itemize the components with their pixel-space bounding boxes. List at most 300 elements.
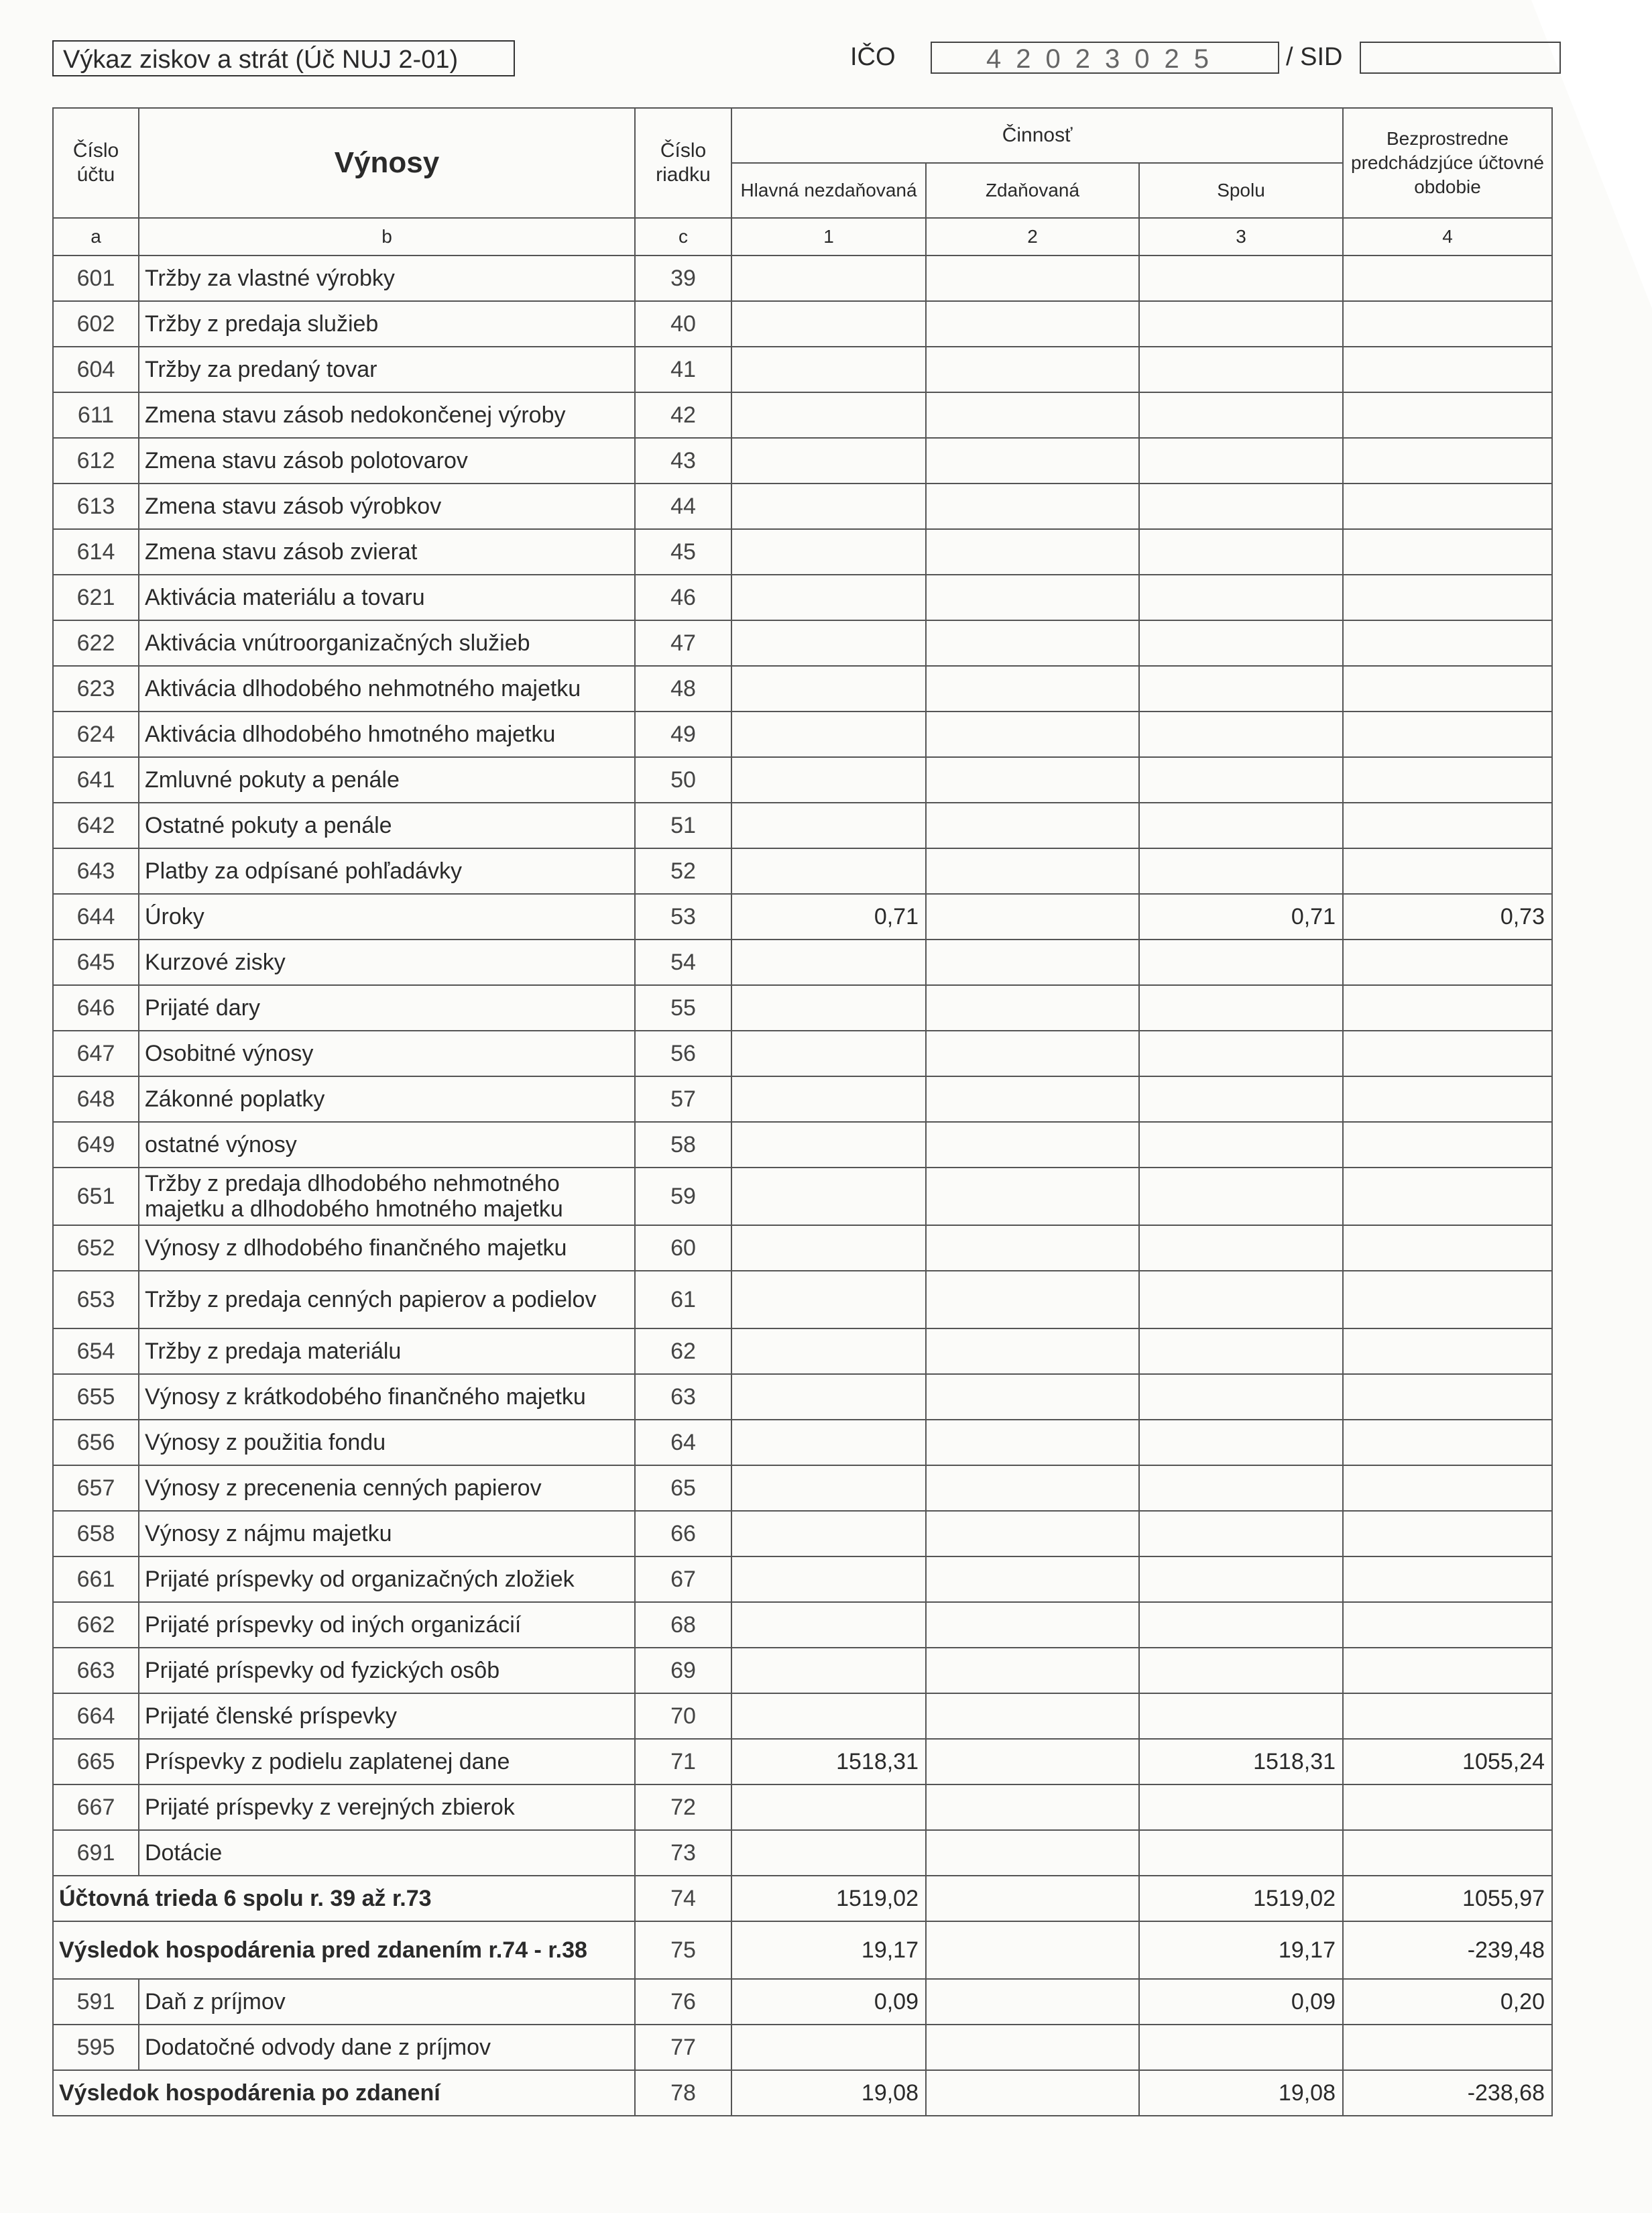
value-total[interactable] <box>1139 666 1343 712</box>
account-number: 664 <box>53 1693 139 1739</box>
row-number: 71 <box>635 1739 731 1784</box>
value-taxed[interactable] <box>926 529 1139 575</box>
value-taxed[interactable] <box>926 1739 1139 1784</box>
value-taxed[interactable] <box>926 1374 1139 1420</box>
item-name: Zákonné poplatky <box>139 1076 635 1122</box>
table-row <box>53 1511 1552 1556</box>
value-previous[interactable] <box>1343 1328 1552 1374</box>
account-number: 663 <box>53 1648 139 1693</box>
row-number: 44 <box>635 484 731 529</box>
item-name: Tržby z predaja cenných papierov a podielov <box>139 1271 635 1328</box>
account-number: 648 <box>53 1076 139 1122</box>
account-number: 611 <box>53 392 139 438</box>
value-taxed[interactable] <box>926 1511 1139 1556</box>
col-header-taxed: Zdaňovaná <box>926 163 1139 218</box>
value-total[interactable] <box>1139 2025 1343 2070</box>
letter-4: 4 <box>1343 218 1552 256</box>
value-previous[interactable] <box>1343 438 1552 484</box>
value-previous[interactable] <box>1343 620 1552 666</box>
table-row <box>53 392 1552 438</box>
value-total[interactable] <box>1139 575 1343 620</box>
value-previous[interactable] <box>1343 1031 1552 1076</box>
value-total[interactable] <box>1139 392 1343 438</box>
value-main[interactable] <box>731 301 926 347</box>
value-main[interactable] <box>731 2025 926 2070</box>
value-main[interactable] <box>731 1784 926 1830</box>
account-number: 649 <box>53 1122 139 1168</box>
value-previous[interactable] <box>1343 1830 1552 1876</box>
value-previous[interactable]: 1055,24 <box>1343 1739 1552 1784</box>
value-total[interactable] <box>1139 1076 1343 1122</box>
value-taxed[interactable] <box>926 1271 1139 1328</box>
value-total[interactable] <box>1139 1271 1343 1328</box>
table-row <box>53 1602 1552 1648</box>
row-number: 78 <box>635 2070 731 2116</box>
row-number: 47 <box>635 620 731 666</box>
col-header-total: Spolu <box>1139 163 1343 218</box>
ico-field[interactable]: 42023025 <box>931 42 1279 74</box>
item-name: Dodatočné odvody dane z príjmov <box>139 2025 635 2070</box>
sid-field[interactable] <box>1360 42 1561 74</box>
item-name: Kurzové zisky <box>139 940 635 985</box>
value-taxed[interactable] <box>926 484 1139 529</box>
value-taxed[interactable] <box>926 347 1139 392</box>
letter-c: c <box>635 218 731 256</box>
value-total[interactable] <box>1139 256 1343 301</box>
row-number: 66 <box>635 1511 731 1556</box>
item-name: Výnosy z použitia fondu <box>139 1420 635 1465</box>
value-main[interactable]: 0,71 <box>731 894 926 940</box>
value-previous[interactable]: -238,68 <box>1343 2070 1552 2116</box>
item-name: Aktivácia dlhodobého hmotného majetku <box>139 712 635 757</box>
value-taxed[interactable] <box>926 1122 1139 1168</box>
summary-label: Výsledok hospodárenia po zdanení <box>53 2070 635 2116</box>
row-number: 48 <box>635 666 731 712</box>
value-total[interactable] <box>1139 1168 1343 1225</box>
table-row <box>53 1168 1552 1225</box>
value-main[interactable] <box>731 1602 926 1648</box>
value-main[interactable] <box>731 1465 926 1511</box>
value-previous[interactable] <box>1343 1556 1552 1602</box>
table-row <box>53 1465 1552 1511</box>
row-number: 69 <box>635 1648 731 1693</box>
col-header-activity: Činnosť <box>731 108 1343 163</box>
value-previous[interactable] <box>1343 666 1552 712</box>
value-taxed[interactable] <box>926 1648 1139 1693</box>
table-row <box>53 575 1552 620</box>
table-row <box>53 1271 1552 1328</box>
account-number: 604 <box>53 347 139 392</box>
table-row <box>53 1784 1552 1830</box>
value-taxed[interactable] <box>926 1168 1139 1225</box>
row-number: 49 <box>635 712 731 757</box>
row-number: 68 <box>635 1602 731 1648</box>
value-main[interactable] <box>731 1556 926 1602</box>
table-row <box>53 1420 1552 1465</box>
table-row <box>53 1556 1552 1602</box>
account-number: 613 <box>53 484 139 529</box>
account-number: 656 <box>53 1420 139 1465</box>
table-row <box>53 1648 1552 1693</box>
value-previous[interactable] <box>1343 529 1552 575</box>
row-number: 59 <box>635 1168 731 1225</box>
value-taxed[interactable] <box>926 848 1139 894</box>
value-main[interactable] <box>731 1225 926 1271</box>
summary-label: Účtovná trieda 6 spolu r. 39 až r.73 <box>53 1876 635 1921</box>
value-main[interactable] <box>731 1830 926 1876</box>
value-previous[interactable]: 0,20 <box>1343 1979 1552 2025</box>
value-total[interactable] <box>1139 529 1343 575</box>
value-taxed[interactable] <box>926 1602 1139 1648</box>
value-previous[interactable]: 1055,97 <box>1343 1876 1552 1921</box>
value-main[interactable] <box>731 392 926 438</box>
value-previous[interactable] <box>1343 2025 1552 2070</box>
value-main[interactable]: 1519,02 <box>731 1876 926 1921</box>
value-total[interactable] <box>1139 1225 1343 1271</box>
table-row <box>53 1830 1552 1876</box>
item-name: Úroky <box>139 894 635 940</box>
item-name: Výnosy z krátkodobého finančného majetku <box>139 1374 635 1420</box>
table-row <box>53 1374 1552 1420</box>
summary-row-before-tax <box>53 1921 1552 1979</box>
value-total[interactable] <box>1139 620 1343 666</box>
item-name: Ostatné pokuty a penále <box>139 803 635 848</box>
value-main[interactable] <box>731 1511 926 1556</box>
row-number: 40 <box>635 301 731 347</box>
item-name: ostatné výnosy <box>139 1122 635 1168</box>
account-number: 646 <box>53 985 139 1031</box>
value-total[interactable] <box>1139 347 1343 392</box>
account-number: 652 <box>53 1225 139 1271</box>
item-name: Zmluvné pokuty a penále <box>139 757 635 803</box>
value-taxed[interactable] <box>926 712 1139 757</box>
value-taxed[interactable] <box>926 1784 1139 1830</box>
row-number: 51 <box>635 803 731 848</box>
row-number: 67 <box>635 1556 731 1602</box>
value-previous[interactable] <box>1343 1076 1552 1122</box>
value-total[interactable]: 0,09 <box>1139 1979 1343 2025</box>
value-main[interactable]: 0,09 <box>731 1979 926 2025</box>
account-number: 651 <box>53 1168 139 1225</box>
row-number: 52 <box>635 848 731 894</box>
item-name: Zmena stavu zásob zvierat <box>139 529 635 575</box>
letter-3: 3 <box>1139 218 1343 256</box>
table-row <box>53 712 1552 757</box>
value-total[interactable] <box>1139 757 1343 803</box>
value-previous[interactable] <box>1343 1420 1552 1465</box>
value-total[interactable] <box>1139 1556 1343 1602</box>
value-total[interactable] <box>1139 1374 1343 1420</box>
value-total[interactable] <box>1139 301 1343 347</box>
row-number: 54 <box>635 940 731 985</box>
value-previous[interactable] <box>1343 1693 1552 1739</box>
value-main[interactable] <box>731 803 926 848</box>
value-main[interactable] <box>731 529 926 575</box>
row-number: 61 <box>635 1271 731 1328</box>
table-row <box>53 2025 1552 2070</box>
item-name: Tržby z predaja služieb <box>139 301 635 347</box>
row-number: 75 <box>635 1921 731 1979</box>
item-name: Prijaté príspevky od fyzických osôb <box>139 1648 635 1693</box>
row-number: 64 <box>635 1420 731 1465</box>
col-header-revenue: Výnosy <box>139 108 635 218</box>
item-name: Tržby z predaja dlhodobého nehmotného majetku a dlhodobého hmotného majetku <box>139 1168 635 1225</box>
table-row <box>53 1122 1552 1168</box>
item-name: Prijaté príspevky od organizačných zložiek <box>139 1556 635 1602</box>
row-number: 39 <box>635 256 731 301</box>
row-number: 63 <box>635 1374 731 1420</box>
value-total[interactable] <box>1139 1465 1343 1511</box>
value-previous[interactable] <box>1343 1511 1552 1556</box>
account-number: 614 <box>53 529 139 575</box>
row-number: 43 <box>635 438 731 484</box>
value-main[interactable] <box>731 575 926 620</box>
value-total[interactable]: 1519,02 <box>1139 1876 1343 1921</box>
item-name: Príspevky z podielu zaplatenej dane <box>139 1739 635 1784</box>
row-number: 70 <box>635 1693 731 1739</box>
account-number: 658 <box>53 1511 139 1556</box>
value-previous[interactable] <box>1343 392 1552 438</box>
row-number: 65 <box>635 1465 731 1511</box>
value-previous[interactable] <box>1343 757 1552 803</box>
letter-b: b <box>139 218 635 256</box>
table-row <box>53 484 1552 529</box>
value-taxed[interactable] <box>926 1076 1139 1122</box>
value-total[interactable] <box>1139 1648 1343 1693</box>
value-total[interactable] <box>1139 1602 1343 1648</box>
item-name: Aktivácia materiálu a tovaru <box>139 575 635 620</box>
value-taxed[interactable] <box>926 803 1139 848</box>
value-taxed[interactable] <box>926 940 1139 985</box>
value-main[interactable] <box>731 256 926 301</box>
value-previous[interactable] <box>1343 1122 1552 1168</box>
value-taxed[interactable] <box>926 1830 1139 1876</box>
account-number: 691 <box>53 1830 139 1876</box>
item-name: Výnosy z nájmu majetku <box>139 1511 635 1556</box>
value-total[interactable] <box>1139 803 1343 848</box>
value-main[interactable] <box>731 438 926 484</box>
row-number: 74 <box>635 1876 731 1921</box>
letter-1: 1 <box>731 218 926 256</box>
value-main[interactable] <box>731 1328 926 1374</box>
value-taxed[interactable] <box>926 894 1139 940</box>
value-taxed[interactable] <box>926 1465 1139 1511</box>
account-number: 602 <box>53 301 139 347</box>
value-taxed[interactable] <box>926 1225 1139 1271</box>
value-taxed[interactable] <box>926 256 1139 301</box>
value-main[interactable]: 1518,31 <box>731 1739 926 1784</box>
value-taxed[interactable] <box>926 1693 1139 1739</box>
value-previous[interactable] <box>1343 1648 1552 1693</box>
value-total[interactable] <box>1139 985 1343 1031</box>
value-previous[interactable] <box>1343 985 1552 1031</box>
value-total[interactable] <box>1139 1122 1343 1168</box>
item-name: Zmena stavu zásob nedokončenej výroby <box>139 392 635 438</box>
value-total[interactable]: 1518,31 <box>1139 1739 1343 1784</box>
value-taxed[interactable] <box>926 1031 1139 1076</box>
value-total[interactable] <box>1139 1031 1343 1076</box>
value-total[interactable]: 19,17 <box>1139 1921 1343 1979</box>
col-header-account: Číslo účtu <box>53 108 139 218</box>
value-total[interactable]: 0,71 <box>1139 894 1343 940</box>
value-taxed[interactable] <box>926 2025 1139 2070</box>
value-total[interactable] <box>1139 1693 1343 1739</box>
value-main[interactable] <box>731 620 926 666</box>
table-row <box>53 438 1552 484</box>
account-number: 661 <box>53 1556 139 1602</box>
value-previous[interactable] <box>1343 256 1552 301</box>
account-number: 647 <box>53 1031 139 1076</box>
value-total[interactable] <box>1139 1328 1343 1374</box>
value-total[interactable] <box>1139 848 1343 894</box>
value-previous[interactable] <box>1343 1602 1552 1648</box>
row-number: 58 <box>635 1122 731 1168</box>
table-row <box>53 1328 1552 1374</box>
value-previous[interactable]: 0,73 <box>1343 894 1552 940</box>
item-name: Platby za odpísané pohľadávky <box>139 848 635 894</box>
table-row <box>53 803 1552 848</box>
value-main[interactable] <box>731 1168 926 1225</box>
account-number: 601 <box>53 256 139 301</box>
value-total[interactable] <box>1139 484 1343 529</box>
value-main[interactable] <box>731 347 926 392</box>
row-number: 45 <box>635 529 731 575</box>
value-main[interactable] <box>731 1271 926 1328</box>
value-previous[interactable] <box>1343 484 1552 529</box>
value-previous[interactable] <box>1343 1225 1552 1271</box>
value-taxed[interactable] <box>926 757 1139 803</box>
account-number: 654 <box>53 1328 139 1374</box>
value-main[interactable]: 19,08 <box>731 2070 926 2116</box>
value-main[interactable] <box>731 848 926 894</box>
account-number: 645 <box>53 940 139 985</box>
value-main[interactable] <box>731 712 926 757</box>
value-total[interactable] <box>1139 1420 1343 1465</box>
value-previous[interactable] <box>1343 1784 1552 1830</box>
value-total[interactable] <box>1139 1511 1343 1556</box>
item-name: Osobitné výnosy <box>139 1031 635 1076</box>
account-number: 657 <box>53 1465 139 1511</box>
value-total[interactable]: 19,08 <box>1139 2070 1343 2116</box>
form-header <box>52 40 1614 80</box>
value-taxed[interactable] <box>926 301 1139 347</box>
table-row <box>53 666 1552 712</box>
table-row <box>53 529 1552 575</box>
table-row <box>53 301 1552 347</box>
value-previous[interactable] <box>1343 803 1552 848</box>
account-number: 667 <box>53 1784 139 1830</box>
value-taxed[interactable] <box>926 1979 1139 2025</box>
row-number: 46 <box>635 575 731 620</box>
account-number: 653 <box>53 1271 139 1328</box>
ico-label: IČO <box>850 43 896 71</box>
value-main[interactable] <box>731 757 926 803</box>
table-row <box>53 1979 1552 2025</box>
value-previous[interactable] <box>1343 1271 1552 1328</box>
account-number: 643 <box>53 848 139 894</box>
value-previous[interactable]: -239,48 <box>1343 1921 1552 1979</box>
item-name: Aktivácia dlhodobého nehmotného majetku <box>139 666 635 712</box>
income-statement-table <box>52 107 1553 2116</box>
value-taxed[interactable] <box>926 1556 1139 1602</box>
value-main[interactable] <box>731 1076 926 1122</box>
item-name: Dotácie <box>139 1830 635 1876</box>
value-previous[interactable] <box>1343 1374 1552 1420</box>
value-previous[interactable] <box>1343 848 1552 894</box>
value-main[interactable] <box>731 1374 926 1420</box>
value-main[interactable] <box>731 666 926 712</box>
value-total[interactable] <box>1139 940 1343 985</box>
value-previous[interactable] <box>1343 1168 1552 1225</box>
value-main[interactable] <box>731 1122 926 1168</box>
value-previous[interactable] <box>1343 575 1552 620</box>
value-total[interactable] <box>1139 712 1343 757</box>
account-number: 641 <box>53 757 139 803</box>
account-number: 662 <box>53 1602 139 1648</box>
value-taxed[interactable] <box>926 666 1139 712</box>
account-number: 624 <box>53 712 139 757</box>
value-taxed[interactable] <box>926 392 1139 438</box>
value-taxed[interactable] <box>926 2070 1139 2116</box>
value-previous[interactable] <box>1343 940 1552 985</box>
summary-label: Výsledok hospodárenia pred zdanením r.74 - r.38 <box>53 1921 635 1979</box>
row-number: 77 <box>635 2025 731 2070</box>
account-number: 591 <box>53 1979 139 2025</box>
value-taxed[interactable] <box>926 1420 1139 1465</box>
value-total[interactable] <box>1139 438 1343 484</box>
value-main[interactable] <box>731 1420 926 1465</box>
value-main[interactable] <box>731 1031 926 1076</box>
value-taxed[interactable] <box>926 1328 1139 1374</box>
item-name: Zmena stavu zásob polotovarov <box>139 438 635 484</box>
value-main[interactable]: 19,17 <box>731 1921 926 1979</box>
row-number: 72 <box>635 1784 731 1830</box>
value-total[interactable] <box>1139 1830 1343 1876</box>
row-number: 42 <box>635 392 731 438</box>
value-previous[interactable] <box>1343 347 1552 392</box>
column-letters-row <box>53 218 1552 256</box>
table-row <box>53 1739 1552 1784</box>
row-number: 50 <box>635 757 731 803</box>
item-name: Prijaté dary <box>139 985 635 1031</box>
value-main[interactable] <box>731 1693 926 1739</box>
table-row <box>53 256 1552 301</box>
table-body <box>53 218 1552 2116</box>
value-taxed[interactable] <box>926 985 1139 1031</box>
value-taxed[interactable] <box>926 575 1139 620</box>
item-name: Daň z príjmov <box>139 1979 635 2025</box>
value-main[interactable] <box>731 1648 926 1693</box>
table-row <box>53 347 1552 392</box>
summary-row-class6 <box>53 1876 1552 1921</box>
value-main[interactable] <box>731 940 926 985</box>
value-previous[interactable] <box>1343 712 1552 757</box>
value-previous[interactable] <box>1343 1465 1552 1511</box>
value-main[interactable] <box>731 985 926 1031</box>
value-main[interactable] <box>731 484 926 529</box>
row-number: 41 <box>635 347 731 392</box>
value-taxed[interactable] <box>926 1921 1139 1979</box>
value-taxed[interactable] <box>926 1876 1139 1921</box>
value-taxed[interactable] <box>926 620 1139 666</box>
value-previous[interactable] <box>1343 301 1552 347</box>
account-number: 595 <box>53 2025 139 2070</box>
value-total[interactable] <box>1139 1784 1343 1830</box>
value-taxed[interactable] <box>926 438 1139 484</box>
table-row <box>53 1225 1552 1271</box>
table-row <box>53 894 1552 940</box>
account-number: 621 <box>53 575 139 620</box>
